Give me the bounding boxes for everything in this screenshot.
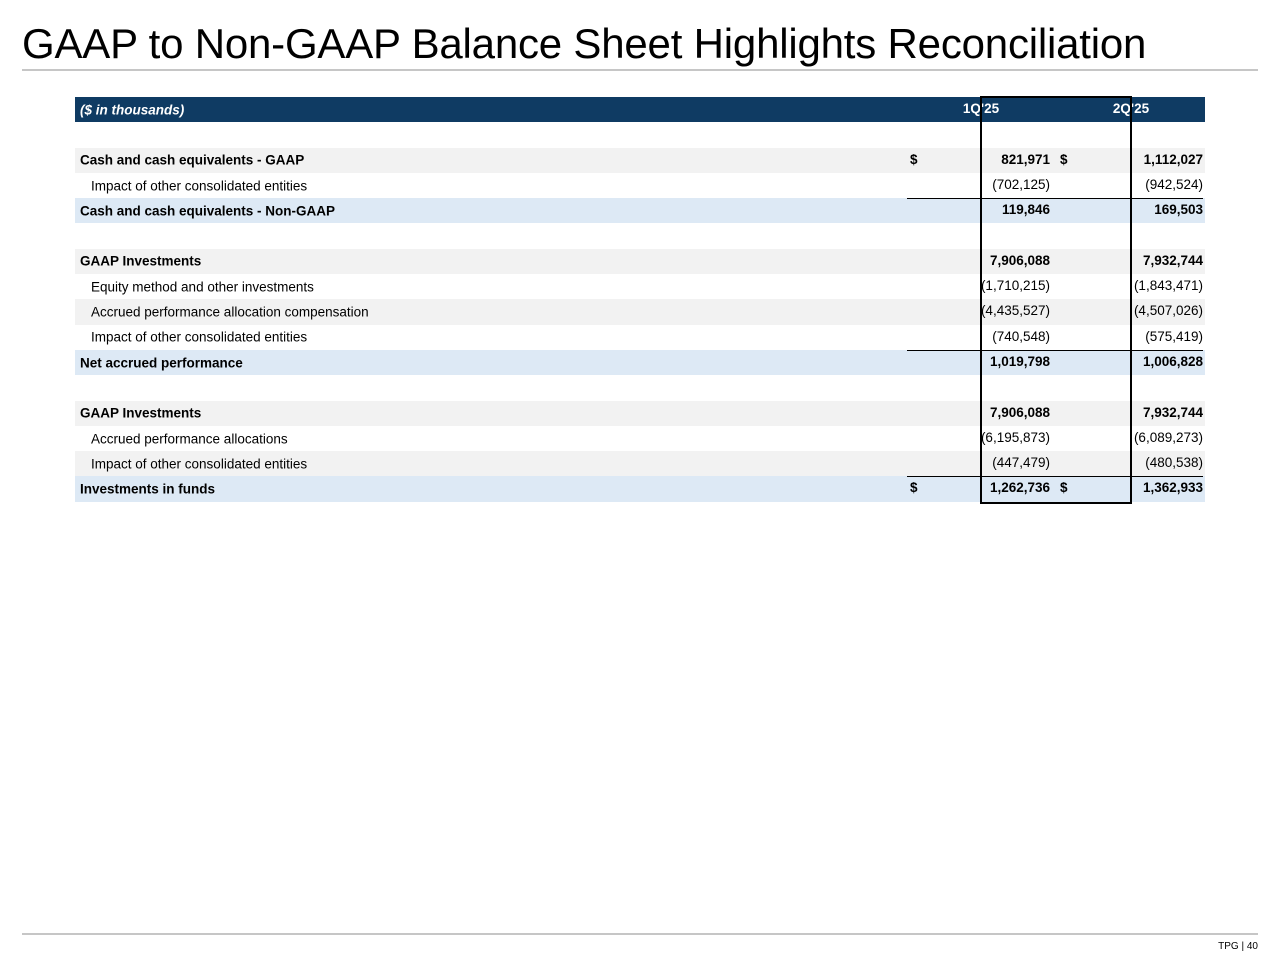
- table-row: [75, 401, 1205, 426]
- table-row: [75, 173, 1205, 198]
- dollar-sign: $: [910, 151, 918, 167]
- value-1q25: (1,710,215): [980, 278, 1050, 294]
- value-1q25: 1,262,736: [989, 480, 1050, 496]
- value-2q25: (4,507,026): [1133, 303, 1203, 319]
- value-2q25: (6,089,273): [1133, 429, 1203, 445]
- value-1q25: (447,479): [992, 455, 1050, 471]
- value-1q25: 821,971: [1001, 151, 1050, 167]
- value-2q25: 169,503: [1154, 202, 1203, 218]
- row-label: Cash and cash equivalents - Non-GAAP: [80, 203, 336, 219]
- subtotal-underline: [907, 350, 1203, 351]
- table-row: [75, 148, 1205, 173]
- column-header-1q25: 1Q'25: [962, 101, 1000, 116]
- dollar-sign: $: [910, 480, 918, 496]
- table-row: [75, 274, 1205, 299]
- table-row-total: [75, 198, 1205, 223]
- title-divider: [22, 69, 1258, 71]
- value-1q25: (4,435,527): [980, 303, 1050, 319]
- value-2q25: (942,524): [1145, 176, 1203, 192]
- value-2q25: 1,006,828: [1142, 353, 1203, 369]
- column-header-2q25: 2Q'25: [1112, 101, 1150, 116]
- row-label: Investments in funds: [80, 481, 216, 497]
- row-label: Cash and cash equivalents - GAAP: [80, 152, 305, 168]
- table-row: [75, 325, 1205, 350]
- table-row: [75, 426, 1205, 451]
- value-2q25: 7,932,744: [1142, 252, 1203, 268]
- table-header-row: [75, 97, 1205, 122]
- row-label: Accrued performance allocation compensation: [91, 304, 369, 320]
- table-row: [75, 249, 1205, 274]
- dollar-sign: $: [1060, 480, 1068, 496]
- table-row-total: [75, 476, 1205, 501]
- row-label: Impact of other consolidated entities: [91, 329, 308, 345]
- spacer-row: [75, 122, 1205, 147]
- reconciliation-table: [75, 97, 1205, 502]
- value-1q25: 119,846: [1001, 202, 1050, 218]
- row-label: Impact of other consolidated entities: [91, 456, 308, 472]
- value-2q25: 7,932,744: [1142, 404, 1203, 420]
- row-label: Accrued performance allocations: [91, 431, 288, 446]
- value-1q25: 1,019,798: [989, 353, 1050, 369]
- value-2q25: (480,538): [1145, 455, 1203, 471]
- table-row: [75, 451, 1205, 476]
- table-row: [75, 299, 1205, 324]
- spacer-row: [75, 375, 1205, 400]
- value-1q25: (740,548): [992, 328, 1050, 344]
- subtotal-underline: [907, 198, 1203, 199]
- value-1q25: (702,125): [992, 176, 1050, 192]
- value-2q25: (1,843,471): [1133, 278, 1203, 294]
- value-2q25: (575,419): [1145, 328, 1203, 344]
- value-1q25: 7,906,088: [989, 252, 1050, 268]
- row-label: Equity method and other investments: [91, 279, 314, 295]
- footer-divider: [22, 933, 1258, 935]
- value-2q25: 1,362,933: [1142, 480, 1203, 496]
- subtotal-underline: [907, 476, 1203, 477]
- row-label: GAAP Investments: [80, 405, 202, 421]
- table-row-total: [75, 350, 1205, 375]
- value-2q25: 1,112,027: [1143, 151, 1203, 167]
- value-1q25: 7,906,088: [989, 404, 1050, 420]
- row-label: GAAP Investments: [80, 253, 202, 269]
- page-title: GAAP to Non-GAAP Balance Sheet Highlights Reconciliation: [22, 20, 1147, 67]
- footer-page-label: TPG | 40: [1218, 941, 1258, 952]
- dollar-sign: $: [1060, 151, 1068, 167]
- spacer-row: [75, 223, 1205, 248]
- value-1q25: (6,195,873): [980, 429, 1050, 445]
- row-label: Impact of other consolidated entities: [91, 178, 308, 194]
- units-label: ($ in thousands): [80, 102, 185, 118]
- row-label: Net accrued performance: [80, 355, 243, 371]
